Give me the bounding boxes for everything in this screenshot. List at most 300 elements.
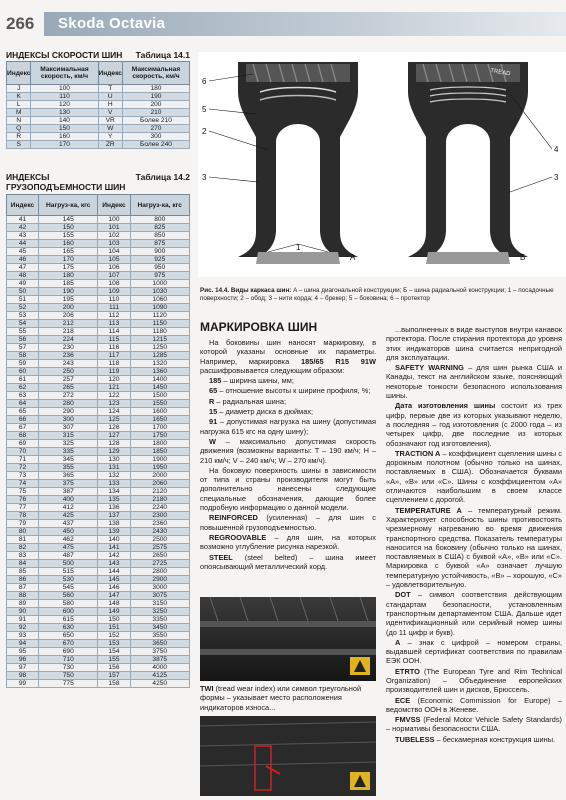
index-cell: Y (98, 133, 122, 141)
table-row (7, 376, 190, 384)
value-cell: 1090 (130, 304, 190, 312)
value-cell: 170 (31, 141, 98, 149)
index-cell: 85 (7, 568, 39, 576)
table-row (7, 264, 190, 272)
index-cell: 114 (98, 328, 130, 336)
value-cell: 140 (31, 117, 98, 125)
table-row (7, 368, 190, 376)
text: состоит из трех цифр, первые две из которых указывают неделю, а последняя – год изготовления (с 2000 года – из четырех цифр, две последние из которых обозначают год изготовления). (386, 401, 562, 448)
table-row (7, 656, 190, 664)
index-cell: 154 (98, 648, 130, 656)
term: TRACTION A (395, 448, 441, 458)
speed-table-label: Таблица 14.1 (135, 50, 190, 60)
index-cell: V (98, 109, 122, 117)
index-cell: 70 (7, 448, 39, 456)
value-cell: 412 (39, 504, 98, 512)
index-cell: T (98, 85, 122, 93)
value-cell: 475 (39, 544, 98, 552)
value-cell: 1650 (130, 416, 190, 424)
term: 185/65 R15 91W (301, 356, 376, 366)
index-cell: 42 (7, 224, 39, 232)
photo-caption (200, 684, 376, 712)
value-cell: 150 (31, 125, 98, 133)
table-row (7, 464, 190, 472)
index-cell: 53 (7, 312, 39, 320)
index-cell: 60 (7, 368, 39, 376)
value-cell: 560 (39, 592, 98, 600)
value-cell: Более 240 (122, 141, 189, 149)
value-cell: 2360 (130, 520, 190, 528)
index-cell: VR (98, 117, 122, 125)
value-cell: 243 (39, 360, 98, 368)
value-cell: 400 (39, 496, 98, 504)
value-cell: 875 (130, 240, 190, 248)
value-cell: 925 (130, 256, 190, 264)
index-cell: 67 (7, 424, 39, 432)
term: 15 (209, 407, 218, 417)
value-cell: 180 (122, 85, 189, 93)
term: ECE (395, 695, 411, 705)
table-row (7, 664, 190, 672)
table-row (7, 101, 190, 109)
index-cell: 59 (7, 360, 39, 368)
table-row (7, 632, 190, 640)
text: – отношение высоты к ширине профиля, %; (217, 386, 371, 396)
index-cell: 88 (7, 592, 39, 600)
label-3-right: 3 (554, 173, 559, 182)
index-cell: 49 (7, 280, 39, 288)
index-cell: 61 (7, 376, 39, 384)
text: – допустимая нагрузка на шину (допустимая нагрузка 615 кгс на одну шину); (200, 417, 376, 436)
paragraph (386, 667, 562, 695)
value-cell: 1850 (130, 448, 190, 456)
index-cell: 115 (98, 336, 130, 344)
index-cell: N (7, 117, 31, 125)
index-cell: 144 (98, 568, 130, 576)
index-cell: 91 (7, 616, 39, 624)
table-row (7, 576, 190, 584)
value-cell: 300 (39, 416, 98, 424)
term: ETRTO (395, 666, 420, 676)
index-cell: 135 (98, 496, 130, 504)
index-cell: K (7, 93, 31, 101)
value-cell: 315 (39, 432, 98, 440)
value-cell: 2430 (130, 528, 190, 536)
index-cell: 92 (7, 624, 39, 632)
table-header (7, 195, 190, 216)
value-cell: 387 (39, 488, 98, 496)
index-cell: 66 (7, 416, 39, 424)
text: На боковины шин наносят маркировку, в которой указаны основные их параметры. Например, маркировка (200, 338, 376, 366)
index-cell: 41 (7, 216, 39, 224)
paragraph (386, 735, 562, 744)
value-cell: 120 (31, 101, 98, 109)
table-row (7, 256, 190, 264)
paragraph (386, 638, 562, 666)
paragraph (200, 376, 376, 385)
table-row (7, 456, 190, 464)
index-cell: 62 (7, 384, 39, 392)
table-row (7, 504, 190, 512)
value-cell: 2575 (130, 544, 190, 552)
value-cell: 545 (39, 584, 98, 592)
index-cell: 149 (98, 608, 130, 616)
value-cell: 4250 (130, 680, 190, 688)
index-cell: M (7, 109, 31, 117)
index-cell: 113 (98, 320, 130, 328)
table-row (7, 280, 190, 288)
index-cell: 55 (7, 328, 39, 336)
index-cell: 111 (98, 304, 130, 312)
table-row (7, 400, 190, 408)
value-cell: 3875 (130, 656, 190, 664)
index-cell: 127 (98, 432, 130, 440)
tire-dot-marking-photo (200, 716, 376, 796)
index-cell: 139 (98, 528, 130, 536)
table-row (7, 109, 190, 117)
paragraph (200, 513, 376, 532)
value-cell: 2000 (130, 472, 190, 480)
value-cell: 290 (39, 408, 98, 416)
index-cell: 118 (98, 360, 130, 368)
table-row (7, 448, 190, 456)
index-cell: 58 (7, 352, 39, 360)
term: R (209, 396, 215, 406)
table-row (7, 424, 190, 432)
index-cell: 73 (7, 472, 39, 480)
col-header: Индекс (98, 195, 130, 216)
table-row (7, 248, 190, 256)
index-cell: 131 (98, 464, 130, 472)
tire-carcass-figure (198, 52, 566, 277)
index-cell: 116 (98, 344, 130, 352)
table-row (7, 216, 190, 224)
paragraph (200, 466, 376, 512)
load-table-heading: ИНДЕКСЫ ГРУЗОПОДЪЕМНОСТИ ШИН Таблица 14.2 (6, 172, 190, 192)
value-cell: 195 (39, 296, 98, 304)
value-cell: 1360 (130, 368, 190, 376)
index-cell: 54 (7, 320, 39, 328)
index-cell: 86 (7, 576, 39, 584)
text: – для шин рынка США и Канады, текст на английском языке, поясняющий некоторые тонкости безопасного использования шины. (386, 363, 562, 401)
value-cell: 212 (39, 320, 98, 328)
index-cell: 147 (98, 592, 130, 600)
value-cell: 800 (130, 216, 190, 224)
value-cell: 1120 (130, 312, 190, 320)
value-cell: 3250 (130, 608, 190, 616)
label-1: 1 (296, 243, 301, 252)
value-cell: 230 (39, 344, 98, 352)
value-cell: 487 (39, 552, 98, 560)
value-cell: 500 (39, 560, 98, 568)
value-cell: 170 (39, 256, 98, 264)
value-cell: 615 (39, 616, 98, 624)
table-row (7, 488, 190, 496)
index-cell: 46 (7, 256, 39, 264)
table-row (7, 552, 190, 560)
index-cell: 109 (98, 288, 130, 296)
paragraph (200, 533, 376, 552)
value-cell: 2300 (130, 512, 190, 520)
value-cell: 355 (39, 464, 98, 472)
label-4: 4 (554, 145, 559, 154)
text: (tread wear index) или символ треугольной формы – указывает место расположения индикаторов износа... (200, 684, 362, 712)
term: TWI (200, 684, 214, 693)
index-cell: 152 (98, 632, 130, 640)
term: DOT (395, 590, 411, 600)
index-cell: 136 (98, 504, 130, 512)
value-cell: 145 (39, 216, 98, 224)
table-row (7, 312, 190, 320)
header-bar (44, 12, 566, 36)
table-row (7, 384, 190, 392)
value-cell: 175 (39, 264, 98, 272)
value-cell: 150 (39, 224, 98, 232)
term: 91 (209, 417, 218, 427)
table-row (7, 672, 190, 680)
table-row (7, 520, 190, 528)
index-cell: 89 (7, 600, 39, 608)
table-row (7, 512, 190, 520)
value-cell: 825 (130, 224, 190, 232)
index-cell: 96 (7, 656, 39, 664)
value-cell: 180 (39, 272, 98, 280)
value-cell: 437 (39, 520, 98, 528)
value-cell: 345 (39, 456, 98, 464)
text: – диаметр диска в дюймах; (217, 407, 314, 417)
value-cell: 2800 (130, 568, 190, 576)
table-row (7, 560, 190, 568)
index-cell: 65 (7, 408, 39, 416)
text: ...выполненных в виде выступов внутри канавок протектора. После стирания протектора до уровня этих индикаторов шина считается непригодной для эксплуатации. (386, 325, 562, 362)
table-row (7, 392, 190, 400)
text: – символ соответствия действующим стандартам безопасности, установленным транспортным департаментом США. Дальше идет идентификационный или серийный номер шины (до 11 цифр и букв). (386, 590, 562, 637)
index-cell: 84 (7, 560, 39, 568)
value-cell: 185 (39, 280, 98, 288)
value-cell: 670 (39, 640, 98, 648)
index-cell: 80 (7, 528, 39, 536)
index-cell: 105 (98, 256, 130, 264)
paragraph (386, 590, 562, 636)
index-cell: 82 (7, 544, 39, 552)
col-header: Индекс (7, 195, 39, 216)
value-cell: 100 (31, 85, 98, 93)
index-cell: 63 (7, 392, 39, 400)
text: – для шин, на которых возможно углубление рисунка нарезкой. (200, 532, 376, 552)
paragraph (200, 684, 376, 712)
index-cell: 100 (98, 216, 130, 224)
index-cell: 87 (7, 584, 39, 592)
value-cell: Более 210 (122, 117, 189, 125)
index-cell: 103 (98, 240, 130, 248)
col-header: Нагруз-ка, кгс (130, 195, 190, 216)
index-cell: 128 (98, 440, 130, 448)
index-cell: 146 (98, 584, 130, 592)
value-cell: 750 (39, 672, 98, 680)
text-column-right (386, 325, 562, 745)
paragraph (200, 437, 376, 465)
index-cell: U (98, 93, 122, 101)
term: STEEL (209, 552, 233, 562)
table-row (7, 600, 190, 608)
paragraph (386, 506, 562, 590)
index-cell: 78 (7, 512, 39, 520)
index-cell: 102 (98, 232, 130, 240)
term: W (209, 436, 216, 446)
text: – ширина шины, мм; (221, 376, 294, 386)
value-cell: 257 (39, 376, 98, 384)
value-cell: 3650 (130, 640, 190, 648)
value-cell: 1950 (130, 464, 190, 472)
value-cell: 950 (130, 264, 190, 272)
paragraph (386, 325, 562, 362)
value-cell: 580 (39, 600, 98, 608)
value-cell: 975 (130, 272, 190, 280)
value-cell: 2650 (130, 552, 190, 560)
term: 65 (209, 386, 218, 396)
value-cell: 1900 (130, 456, 190, 464)
value-cell: 165 (39, 248, 98, 256)
table-row (7, 336, 190, 344)
table-row (7, 640, 190, 648)
term: SAFETY WARNING (395, 363, 464, 373)
label-a: А (350, 253, 356, 262)
index-cell: 130 (98, 456, 130, 464)
value-cell: 4125 (130, 672, 190, 680)
table-row (7, 544, 190, 552)
index-cell: 97 (7, 664, 39, 672)
index-cell: Q (7, 125, 31, 133)
value-cell: 4000 (130, 664, 190, 672)
term: Дата изготовления шины (395, 401, 496, 411)
table-row (7, 536, 190, 544)
value-cell: 200 (122, 101, 189, 109)
value-cell: 270 (122, 125, 189, 133)
text: расшифровывается следующим образом: (200, 365, 345, 375)
paragraph (200, 553, 376, 572)
value-cell: 1500 (130, 392, 190, 400)
text-column-left (200, 338, 376, 572)
index-cell: 108 (98, 280, 130, 288)
term: A (395, 637, 401, 647)
text: (усиленная) – для шин с повышенной грузоподъемностью. (200, 513, 376, 532)
index-cell: 158 (98, 680, 130, 688)
table-row (7, 288, 190, 296)
value-cell: 224 (39, 336, 98, 344)
value-cell: 130 (31, 109, 98, 117)
figure-caption: Рис. 14.4. Виды каркаса шин: A – шина диагональной конструкции; Б – шина радиальной конструкции; 1 – посадочные поверхности; 2 – обод; 3 – нити корда; 4 – брекер; 5 – боковина; 6 – протектор (200, 287, 554, 302)
index-cell: 151 (98, 624, 130, 632)
index-cell: 126 (98, 424, 130, 432)
term: REINFORCED (209, 513, 258, 523)
value-cell: 3150 (130, 600, 190, 608)
value-cell: 250 (39, 368, 98, 376)
value-cell: 1600 (130, 408, 190, 416)
index-cell: 119 (98, 368, 130, 376)
text: – максимально допустимая скорость движения (возможны варианты: T – 190 км/ч; H – 210 км/ч; V – 240 км/ч; W – 270 км/ч). (200, 436, 376, 465)
index-cell: 81 (7, 536, 39, 544)
index-cell: J (7, 85, 31, 93)
value-cell: 1550 (130, 400, 190, 408)
value-cell: 900 (130, 248, 190, 256)
section-title: МАРКИРОВКА ШИН (200, 320, 318, 334)
index-cell: 94 (7, 640, 39, 648)
value-cell: 775 (39, 680, 98, 688)
value-cell: 190 (122, 93, 189, 101)
page-number: 266 (6, 14, 35, 33)
paragraph (200, 338, 376, 375)
table-row (7, 432, 190, 440)
index-cell: 124 (98, 408, 130, 416)
index-cell: H (98, 101, 122, 109)
table-row (7, 232, 190, 240)
index-cell: 157 (98, 672, 130, 680)
index-cell: 75 (7, 488, 39, 496)
index-cell: 132 (98, 472, 130, 480)
value-cell: 3350 (130, 616, 190, 624)
value-cell: 1400 (130, 376, 190, 384)
table-row (7, 320, 190, 328)
index-cell: 153 (98, 640, 130, 648)
value-cell: 335 (39, 448, 98, 456)
table-row (7, 352, 190, 360)
value-cell: 375 (39, 480, 98, 488)
index-cell: 121 (98, 384, 130, 392)
index-cell: R (7, 133, 31, 141)
value-cell: 450 (39, 528, 98, 536)
table-header (7, 62, 190, 85)
value-cell: 3550 (130, 632, 190, 640)
index-cell: 106 (98, 264, 130, 272)
table-row (7, 480, 190, 488)
value-cell: 210 (122, 109, 189, 117)
table-row (7, 616, 190, 624)
table-row (7, 133, 190, 141)
tread-text: TREAD (489, 68, 511, 78)
index-cell: 51 (7, 296, 39, 304)
label-6: 6 (202, 77, 207, 86)
index-cell: 112 (98, 312, 130, 320)
value-cell: 730 (39, 664, 98, 672)
tire-wear-indicator-photo (200, 597, 376, 681)
index-cell: 69 (7, 440, 39, 448)
table-row (7, 296, 190, 304)
index-cell: 52 (7, 304, 39, 312)
index-cell: 83 (7, 552, 39, 560)
table-row (7, 496, 190, 504)
table-row (7, 240, 190, 248)
index-cell: W (98, 125, 122, 133)
paragraph (386, 449, 562, 505)
value-cell: 1800 (130, 440, 190, 448)
paragraph (386, 401, 562, 447)
index-cell: 77 (7, 504, 39, 512)
value-cell: 2240 (130, 504, 190, 512)
table-row (7, 85, 190, 93)
table-row (7, 592, 190, 600)
label-3: 3 (202, 173, 207, 182)
index-cell: 93 (7, 632, 39, 640)
index-cell: L (7, 101, 31, 109)
index-cell: 120 (98, 376, 130, 384)
table-row (7, 608, 190, 616)
index-cell: 43 (7, 232, 39, 240)
value-cell: 630 (39, 624, 98, 632)
term: FMVSS (395, 715, 421, 725)
value-cell: 2725 (130, 560, 190, 568)
index-cell: 138 (98, 520, 130, 528)
index-cell: 64 (7, 400, 39, 408)
